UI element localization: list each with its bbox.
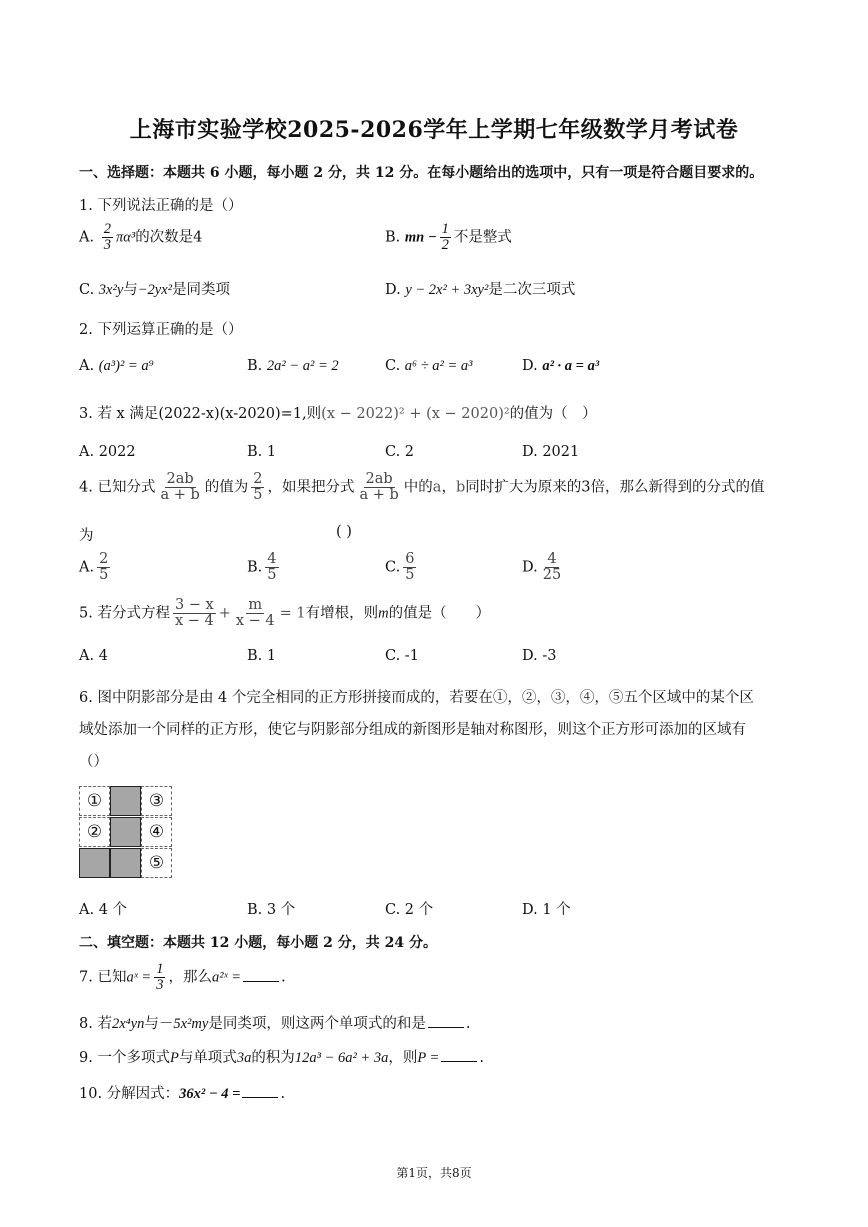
- question-2-option-b: [247, 358, 339, 375]
- option-label: C.: [385, 559, 401, 576]
- math-expression: y − 2x² + 3xy²: [405, 282, 489, 298]
- question-1-option-c: [79, 278, 230, 299]
- math-operator: +: [218, 605, 231, 622]
- region-1: ①: [79, 786, 110, 816]
- fraction: $\frac{4}{25}$: [542, 551, 562, 584]
- stem-text: 8. 若: [79, 1016, 112, 1032]
- question-1-option-b: [385, 222, 512, 253]
- math-expression: 3a: [236, 1050, 252, 1066]
- question-1-option-d: [385, 278, 575, 299]
- stem-text: 9. 一个多项式: [79, 1050, 170, 1066]
- math-expression: a⁶ ÷ a² = a³: [404, 358, 473, 374]
- question-3-option-b: B. 1: [247, 444, 277, 460]
- math-expression: a² · a = a³: [542, 358, 600, 374]
- stem-text: 的积为: [251, 1050, 295, 1066]
- stem-text: 4. 已知分式: [79, 479, 156, 496]
- fraction: $\frac{2ab}{a + b}$: [160, 471, 200, 504]
- question-6-stem-line2: 域处添加一个同样的正方形，使它与阴影部分组成的新图形是轴对称图形，则这个正方形可添加的区域有: [79, 722, 746, 738]
- stem-text: 同时扩大为原来的3倍，那么新得到的分式的值: [465, 479, 765, 496]
- punctuation: .: [281, 969, 286, 986]
- math-expression: a²ˣ =: [211, 969, 242, 986]
- answer-blank[interactable]: [428, 1015, 464, 1028]
- answer-blank[interactable]: [242, 1085, 278, 1098]
- stem-text: 10. 分解因式：: [79, 1086, 180, 1102]
- math-expression: mn −: [404, 229, 437, 246]
- section-heading-choice: 一、选择题：本题共 6 小题，每小题 2 分，共 12 分。在每小题给出的选项中，只有一项是符合题目要求的。: [79, 165, 764, 181]
- shaded-square: [79, 848, 110, 878]
- fraction: $\frac{1}{2}$: [441, 221, 449, 254]
- math-expression: = 1: [279, 605, 306, 622]
- stem-text: 7. 已知: [79, 969, 127, 986]
- math-variable: b: [455, 479, 466, 496]
- punctuation: .: [479, 1050, 484, 1066]
- question-4-stem-line2: 为: [79, 528, 94, 544]
- question-6-option-d: D. 1 个: [522, 902, 571, 918]
- stem-text: 的值为: [204, 479, 249, 496]
- fraction: $\frac{m}{x - 4}$: [235, 597, 275, 630]
- question-3-option-c: C. 2: [385, 444, 415, 460]
- question-6-option-c: C. 2 个: [385, 902, 434, 918]
- question-6-stem-line1: 6. 图中阴影部分是由 4 个完全相同的正方形拼接而成的，若要在①，②，③，④，⑤五个区域中的某个区: [79, 690, 754, 706]
- stem-text: ，那么: [168, 969, 212, 986]
- question-5-option-c: C. -1: [385, 648, 419, 664]
- question-2-option-a: [79, 358, 154, 375]
- math-expression: 3x²y: [98, 282, 124, 298]
- question-6-stem-line3: （）: [79, 754, 108, 770]
- punctuation: .: [465, 1016, 471, 1032]
- question-4-option-a: [79, 552, 113, 583]
- math-expression: 5x²my: [173, 1016, 209, 1032]
- math-variable: m: [378, 605, 389, 622]
- option-label: A.: [79, 559, 95, 576]
- option-label: D.: [522, 358, 538, 374]
- stem-text: 的值是（ ）: [388, 605, 491, 622]
- section-heading-fill-in: 二、填空题：本题共 12 小题，每小题 2 分，共 24 分。: [79, 935, 437, 951]
- option-label: A.: [79, 229, 95, 246]
- square-grid-figure: [79, 786, 175, 880]
- stem-text: 5. 若分式方程: [79, 605, 170, 622]
- option-label: B.: [385, 229, 401, 246]
- stem-text: 与单项式: [178, 1050, 237, 1066]
- option-text: 的次数是4: [135, 229, 203, 246]
- stem-text: 中的: [403, 479, 433, 496]
- option-label: B.: [247, 559, 263, 576]
- answer-paren: ( ): [336, 524, 352, 540]
- question-1-option-a: [79, 222, 202, 253]
- region-3: ③: [141, 786, 172, 816]
- page-footer: 第1页，共8页: [396, 1166, 472, 1180]
- math-expression: (a³)² = a⁹: [98, 358, 154, 374]
- page-title: 上海市实验学校2025-2026学年上学期七年级数学月考试卷: [129, 117, 739, 143]
- stem-text: 是同类项，则这两个单项式的和是: [208, 1016, 426, 1032]
- stem-text: 3. 若 x 满足(2022-x)(x-2020)=1,则: [79, 406, 322, 422]
- fraction: $\frac{1}{3}$: [156, 961, 164, 994]
- question-3-option-d: D. 2021: [522, 444, 580, 460]
- stem-text: ，如果把分式: [267, 479, 355, 496]
- option-label: C.: [385, 358, 401, 374]
- question-4-option-b: [247, 552, 282, 583]
- question-3-option-a: A. 2022: [79, 444, 136, 460]
- punctuation: .: [280, 1086, 286, 1102]
- question-4-stem: [79, 472, 764, 503]
- fraction: $\frac{4}{5}$: [267, 551, 277, 584]
- fraction: $\frac{3 - x}{x - 4}$: [174, 597, 214, 630]
- question-6-option-a: A. 4 个: [79, 902, 128, 918]
- fraction: $\frac{6}{5}$: [405, 551, 415, 584]
- question-2-stem: 2. 下列运算正确的是（）: [79, 322, 243, 338]
- region-5: ⑤: [141, 848, 172, 878]
- question-9: [79, 1046, 484, 1067]
- question-5-option-a: A. 4: [79, 648, 108, 664]
- math-variable: a: [432, 479, 442, 496]
- math-expression: (x − 2022)² + (x − 2020)²: [321, 406, 510, 422]
- question-10: [79, 1082, 285, 1103]
- question-4-option-c: [385, 552, 419, 583]
- stem-text: 的值为（ ）: [509, 406, 597, 422]
- answer-blank[interactable]: [243, 969, 279, 982]
- shaded-square: [110, 786, 141, 816]
- fraction: $\frac{2ab}{a + b}$: [359, 471, 399, 504]
- question-4-option-d: [522, 552, 566, 583]
- math-expression: πα³: [115, 229, 136, 246]
- math-variable: P: [169, 1050, 179, 1066]
- stem-text: ，则: [388, 1050, 418, 1066]
- math-expression: −2yx²: [137, 282, 173, 298]
- option-text: 是二次三项式: [488, 282, 576, 298]
- question-2-option-c: [385, 358, 473, 375]
- stem-text: ，: [441, 479, 456, 496]
- shaded-square: [110, 817, 141, 847]
- option-label: D.: [522, 559, 538, 576]
- question-7: [79, 962, 286, 993]
- question-1-stem: 1. 下列说法正确的是（）: [79, 198, 243, 214]
- question-8: [79, 1012, 470, 1033]
- option-text: 不是整式: [453, 229, 512, 246]
- question-6-option-b: B. 3 个: [247, 902, 296, 918]
- stem-text: 有增根，则: [305, 605, 379, 622]
- question-5-option-d: D. -3: [522, 648, 557, 664]
- question-5-option-b: B. 1: [247, 648, 277, 664]
- option-label: A.: [79, 358, 95, 374]
- question-3-stem: [79, 402, 597, 423]
- math-expression: aˣ =: [126, 969, 152, 986]
- option-text: 与: [123, 282, 138, 298]
- question-5-stem: [79, 598, 490, 629]
- answer-blank[interactable]: [441, 1049, 477, 1062]
- fraction: $\frac{2}{5}$: [99, 551, 109, 584]
- math-expression: 12a³ − 6a² + 3a: [294, 1050, 389, 1066]
- region-4: ④: [141, 817, 172, 847]
- math-expression: 36x² − 4 =: [179, 1086, 241, 1102]
- region-2: ②: [79, 817, 110, 847]
- fraction: $\frac{2}{5}$: [253, 471, 263, 504]
- math-expression: 2x⁴yn: [111, 1016, 145, 1032]
- question-2-option-d: [522, 358, 599, 375]
- math-expression: 2a² − a² = 2: [266, 358, 339, 374]
- shaded-square: [110, 848, 141, 878]
- stem-text: 与－: [144, 1016, 174, 1032]
- option-label: D.: [385, 282, 401, 298]
- option-text: 是同类项: [172, 282, 231, 298]
- math-expression: P =: [417, 1050, 440, 1066]
- option-label: B.: [247, 358, 263, 374]
- fraction: $\frac{2}{3}$: [103, 221, 111, 254]
- option-label: C.: [79, 282, 95, 298]
